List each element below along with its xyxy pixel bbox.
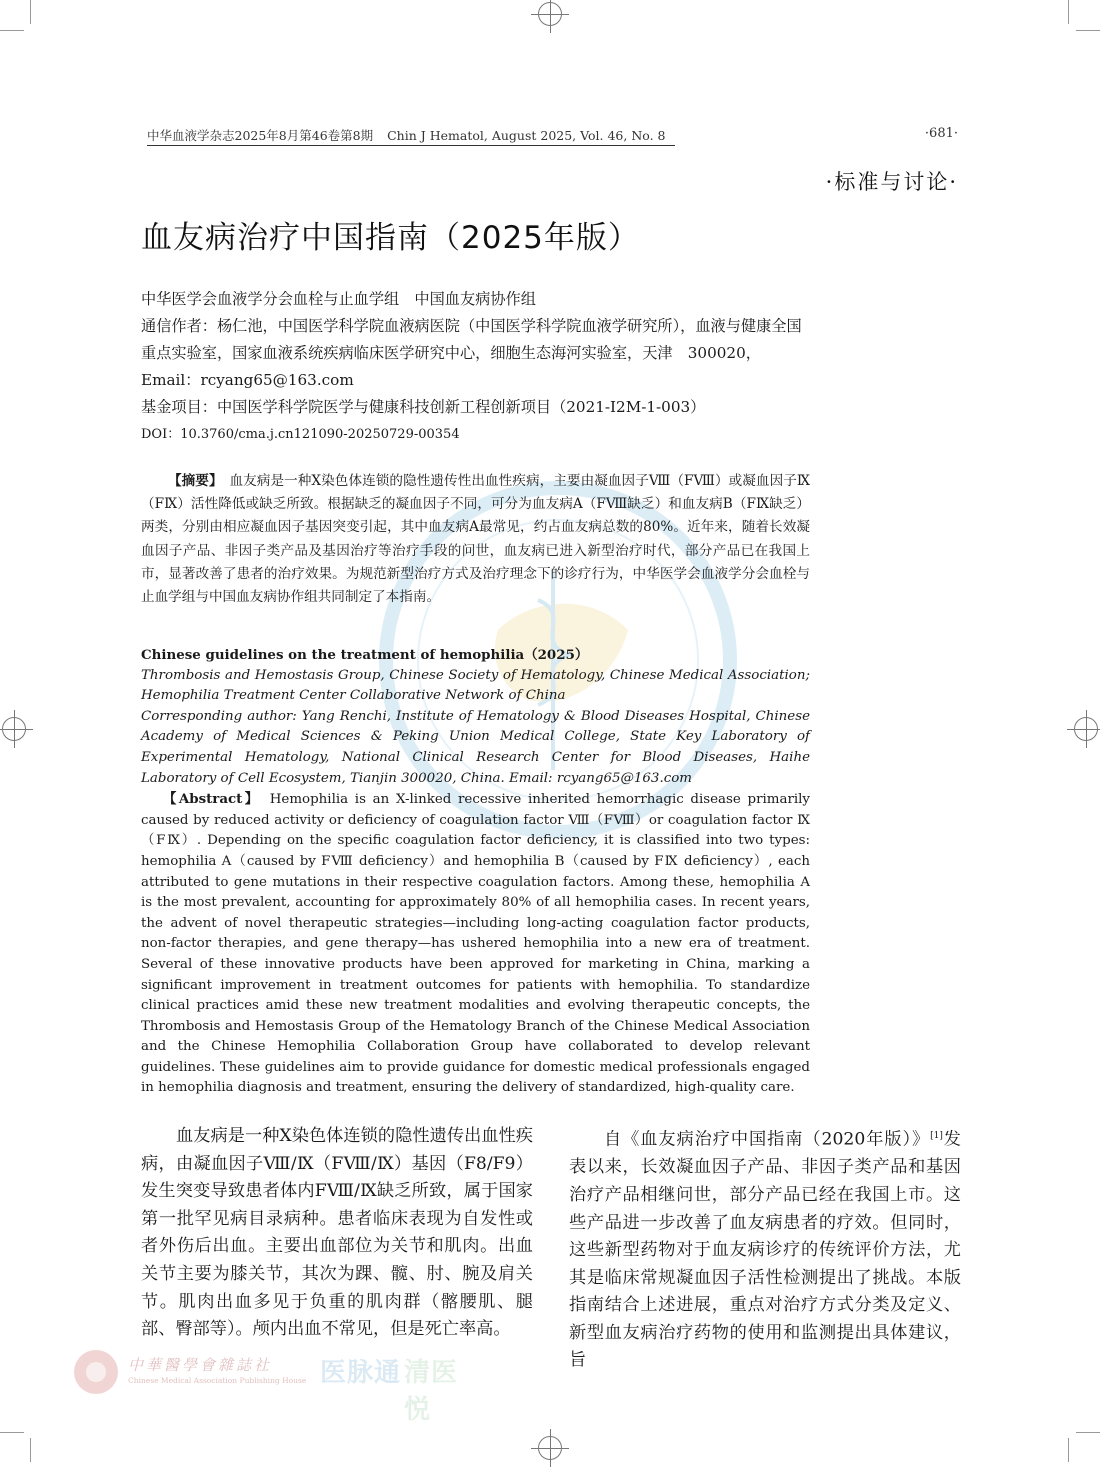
authors-en: Thrombosis and Hemostasis Group, Chinese Society of Hematology, Chinese Medical Association; Hemophilia Treatment Center Collaborative Network of China xyxy=(141,667,810,704)
publisher-name-cn: 中華醫學會雜誌社 xyxy=(128,1356,273,1374)
publisher-emblem-icon xyxy=(74,1350,118,1394)
journal-name-cn: 中华血液学杂志2025年8月第46卷第8期 xyxy=(147,128,374,143)
english-front-matter xyxy=(141,645,810,1099)
crop-mark-top-left-v xyxy=(30,0,31,24)
crop-mark-bottom-right-h xyxy=(1076,1432,1100,1433)
registration-mark-bottom xyxy=(538,1436,562,1460)
journal-name-en: Chin J Hematol, August 2025, Vol. 46, No. 8 xyxy=(387,128,666,143)
running-header xyxy=(147,126,675,146)
section-tag: ·标准与讨论· xyxy=(825,170,958,194)
abstract-en-label: 【Abstract】 xyxy=(163,791,254,808)
publisher-name-en: Chinese Medical Association Publishing House xyxy=(128,1376,307,1385)
crop-mark-top-left-h xyxy=(0,30,24,31)
article-title: 血友病治疗中国指南（2025年版） xyxy=(141,220,640,256)
crop-mark-bottom-right-v xyxy=(1068,1438,1069,1462)
crop-mark-bottom-left-h xyxy=(0,1432,24,1433)
title-en: Chinese guidelines on the treatment of hemophilia（2025） xyxy=(141,647,589,663)
author-groups: 中华医学会血液学分会血栓与止血学组 中国血友病协作组 xyxy=(141,290,536,308)
page-number: ·681· xyxy=(924,126,958,141)
body-column-left: 血友病是一种X染色体连锁的隐性遗传出血性疾病，由凝血因子Ⅷ/Ⅸ（FⅧ/Ⅸ）基因（F8/F9）发生突变导致患者体内FⅧ/Ⅸ缺乏所致，属于国家第一批罕见病目录病种。患者临床表现为自发性或者外伤后出血。主要出血部位为关节和肌肉。出血关节主要为膝关节，其次为踝、髋、肘、腕及肩关节。肌肉出血多见于负重的肌肉群（髂腰肌、腿部、臀部等）。颅内出血不常见，但是死亡率高。 xyxy=(141,1126,533,1340)
crop-mark-top-right-h xyxy=(1076,30,1100,31)
reference-citation-1[interactable]: [1] xyxy=(930,1131,943,1141)
abstract-cn-text: 血友病是一种X染色体连锁的隐性遗传性出血性疾病，主要由凝血因子Ⅷ（FⅧ）或凝血因子Ⅸ（FⅨ）活性降低或缺乏所致。根据缺乏的凝血因子不同，可分为血友病A（FⅧ缺乏）和血友病B（FⅨ缺乏）两类，分别由相应凝血因子基因突变引起，其中血友病A最常见，约占血友病总数的80%。近年来，随着长效凝血因子产品、非因子类产品及基因治疗等治疗手段的问世，血友病已进入新型治疗时代，部分产品已在我国上市，显著改善了患者的治疗效果。为规范新型治疗方式及治疗理念下的诊疗行为，中华医学会血液学分会血栓与止血学组与中国血友病协作组共同制定了本指南。 xyxy=(141,473,810,606)
abstract-en-text: Hemophilia is an X-linked recessive inherited hemorrhagic disease primarily caused by reduced activity or deficiency of coagulation factor Ⅷ（FⅧ）or coagulation factor Ⅸ（FⅨ）. Depending on the specific coagulation factor deficiency, it is classified into two types: hemophilia A（caused by FⅧ deficiency）and hemophilia B（caused by FⅨ deficiency）, each attributed to gene mutations in their respective coagulation factors. Among these, hemophilia A is the most prevalent, accounting for approximately 80% of all hemophilia cases. In recent years, the advent of novel therapeutic strategies—including long-acting coagulation factor products, non-factor therapies, and gene therapy—has ushered hemophilia into a new era of treatment. Several of these innovative products have been approved for marketing in China, marking a significant improvement in treatment outcomes for patients with hemophilia. To standardize clinical practices amid these new treatment modalities and evolving therapeutic concepts, the Thrombosis and Hemostasis Group of the Hematology Branch of the Chinese Medical Association and the Chinese Hemophilia Collaboration Group have collaborated to develop relevant guidelines. These guidelines aim to provide guidance for domestic medical professionals engaged in hemophilia diagnosis and treatment, ensuring the delivery of standardized, high-quality care. xyxy=(141,792,810,1096)
brand-logo-a: 医脉通 xyxy=(320,1358,402,1388)
crop-mark-bottom-left-v xyxy=(30,1438,31,1462)
funding-info: 基金项目：中国医学科学院医学与健康科技创新工程创新项目（2021-I2M-1-003） xyxy=(141,398,706,416)
registration-mark-right xyxy=(1074,717,1098,741)
abstract-en xyxy=(141,789,810,1099)
body-column-right xyxy=(569,1123,961,1375)
registration-mark-top xyxy=(538,2,562,26)
publisher-footer-logo xyxy=(74,1350,484,1425)
abstract-cn xyxy=(141,470,810,609)
registration-mark-left xyxy=(2,717,26,741)
body-right-text-2: 发表以来，长效凝血因子产品、非因子类产品和基因治疗产品相继问世，部分产品已经在我国上市。这些产品进一步改善了血友病患者的疗效。但同时，这些新型药物对于血友病诊疗的传统评价方法，尤其是临床常规凝血因子活性检测提出了挑战。本版指南结合上述进展，重点对治疗方式分类及定义、新型血友病治疗药物的使用和监测提出具体建议，旨 xyxy=(569,1129,961,1371)
abstract-cn-label: 【摘要】 xyxy=(168,473,216,489)
doi: DOI：10.3760/cma.j.cn121090-20250729-00354 xyxy=(141,427,460,442)
crop-mark-top-right-v xyxy=(1068,0,1069,24)
corresponding-author-en: Corresponding author: Yang Renchi, Institute of Hematology & Blood Diseases Hospital, Chinese Academy of Medical Sciences & Peking Union Medical College, State Key Laboratory of Experimental Hematology, National Clinical Research Center for Blood Diseases, Haihe Laboratory of Cell Ecosystem, Tianjin 300020, China. Email: rcyang65@163.com xyxy=(141,708,810,786)
corresponding-author-cn: 通信作者：杨仁池，中国医学科学院血液病医院（中国医学科学院血液学研究所），血液与健康全国重点实验室，国家血液系统疾病临床医学研究中心，细胞生态海河实验室，天津 300020，Email：rcyang65@163.com xyxy=(141,317,802,389)
body-right-text-1: 自《血友病治疗中国指南（2020年版）》 xyxy=(604,1129,931,1150)
brand-logo-b: 清医悦 xyxy=(404,1358,459,1425)
